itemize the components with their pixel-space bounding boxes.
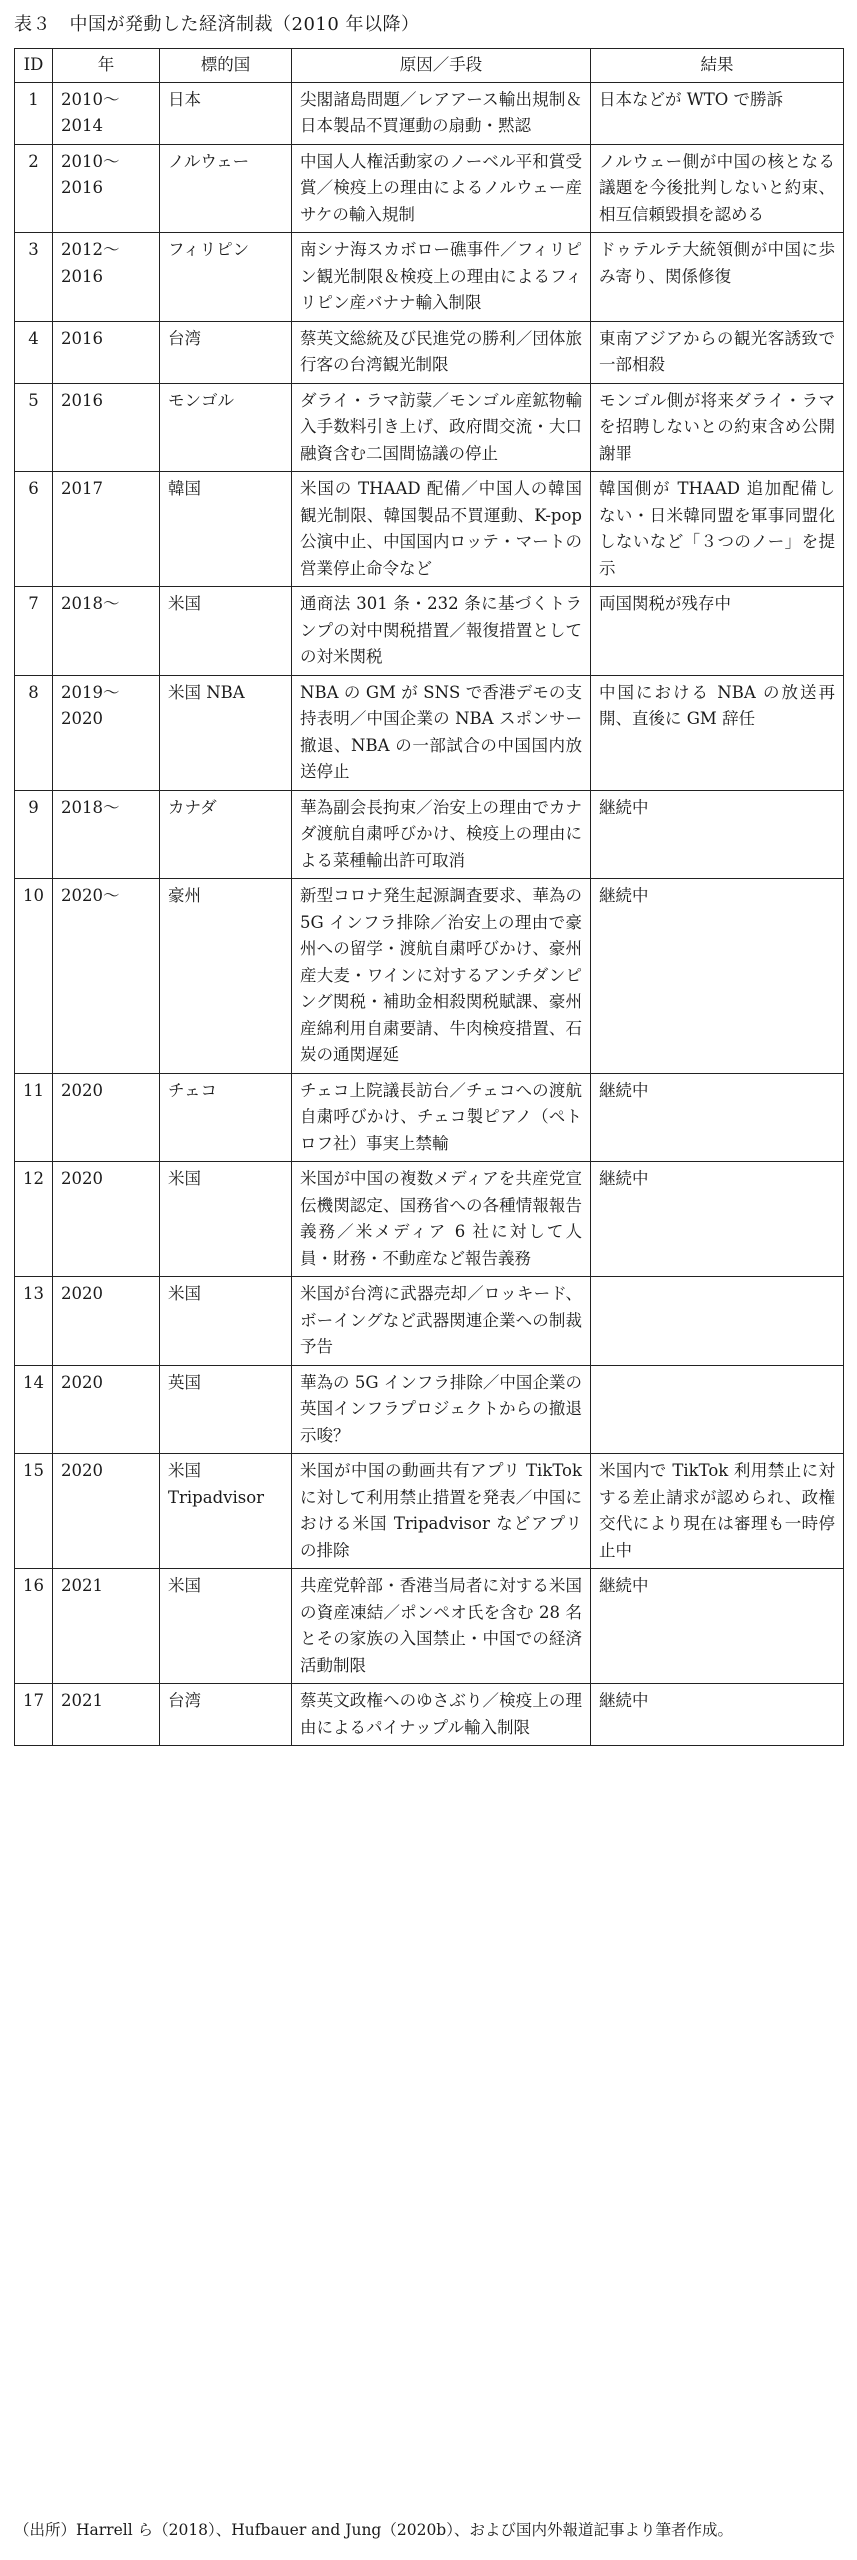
header-result: 結果 xyxy=(591,49,844,83)
row-id: 15 xyxy=(15,1454,53,1569)
row-year: 2010〜2014 xyxy=(53,82,160,144)
row-id: 9 xyxy=(15,790,53,879)
row-result: 中国における NBA の放送再開、直後に GM 辞任 xyxy=(591,675,844,790)
row-year: 2021 xyxy=(53,1569,160,1684)
row-id: 1 xyxy=(15,82,53,144)
row-result xyxy=(591,1365,844,1454)
row-result: ノルウェー側が中国の核となる議題を今後批判しないと約束、相互信頼毀損を認める xyxy=(591,144,844,233)
row-target: 韓国 xyxy=(160,472,292,587)
table-row xyxy=(15,1569,844,1684)
row-target: 米国 xyxy=(160,1569,292,1684)
row-cause: 南シナ海スカボロー礁事件／フィリピン観光制限＆検疫上の理由によるフィリピン産バナナ輸入制限 xyxy=(292,233,591,322)
row-result: 両国関税が残存中 xyxy=(591,587,844,676)
row-target: 英国 xyxy=(160,1365,292,1454)
row-id: 12 xyxy=(15,1162,53,1277)
table-row xyxy=(15,144,844,233)
row-id: 7 xyxy=(15,587,53,676)
row-result: ドゥテルテ大統領側が中国に歩み寄り、関係修復 xyxy=(591,233,844,322)
row-result: 韓国側が THAAD 追加配備しない・日米韓同盟を軍事同盟化しないなど「３つのノー」を提示 xyxy=(591,472,844,587)
row-target: 米国 Tripadvisor xyxy=(160,1454,292,1569)
row-id: 16 xyxy=(15,1569,53,1684)
table-row xyxy=(15,1277,844,1366)
row-cause: 米国が中国の動画共有アプリ TikTok に対して利用禁止措置を発表／中国における米国 Tripadvisor などアプリの排除 xyxy=(292,1454,591,1569)
row-result: 継続中 xyxy=(591,1684,844,1746)
table-row xyxy=(15,675,844,790)
row-year: 2020 xyxy=(53,1365,160,1454)
row-id: 5 xyxy=(15,383,53,472)
row-target: フィリピン xyxy=(160,233,292,322)
row-result: モンゴル側が将来ダライ・ラマを招聘しないとの約束含め公開謝罪 xyxy=(591,383,844,472)
row-target: ノルウェー xyxy=(160,144,292,233)
table-caption: 表３ 中国が発動した経済制裁（2010 年以降） xyxy=(14,14,420,35)
row-target: 台湾 xyxy=(160,1684,292,1746)
table-row xyxy=(15,790,844,879)
source-note: （出所）Harrell ら（2018）、Hufbauer and Jung（2020b）、および国内外報道記事より筆者作成。 xyxy=(14,2521,733,2539)
row-id: 13 xyxy=(15,1277,53,1366)
row-year: 2020 xyxy=(53,1277,160,1366)
table-row xyxy=(15,1454,844,1569)
row-year: 2020〜 xyxy=(53,879,160,1074)
row-cause: 米国の THAAD 配備／中国人の韓国観光制限、韓国製品不買運動、K-pop 公演中止、中国国内ロッテ・マートの営業停止命令など xyxy=(292,472,591,587)
row-target: モンゴル xyxy=(160,383,292,472)
row-id: 2 xyxy=(15,144,53,233)
table-row xyxy=(15,383,844,472)
table-row xyxy=(15,1684,844,1746)
table-row xyxy=(15,233,844,322)
row-result: 東南アジアからの観光客誘致で一部相殺 xyxy=(591,321,844,383)
row-target: 米国 xyxy=(160,1162,292,1277)
table-row xyxy=(15,1365,844,1454)
row-cause: 新型コロナ発生起源調査要求、華為の 5G インフラ排除／治安上の理由で豪州への留学・渡航自粛呼びかけ、豪州産大麦・ワインに対するアンチダンピング関税・補助金相殺関税賦課、豪州産綿利用自粛要請、牛肉検疫措置、石炭の通関遅延 xyxy=(292,879,591,1074)
table-header-row xyxy=(15,49,844,83)
row-cause: 米国が台湾に武器売却／ロッキード、ボーイングなど武器関連企業への制裁予告 xyxy=(292,1277,591,1366)
row-id: 4 xyxy=(15,321,53,383)
row-result: 継続中 xyxy=(591,1162,844,1277)
row-result: 継続中 xyxy=(591,790,844,879)
row-id: 11 xyxy=(15,1073,53,1162)
row-cause: 尖閣諸島問題／レアアース輸出規制＆日本製品不買運動の扇動・黙認 xyxy=(292,82,591,144)
row-result: 米国内で TikTok 利用禁止に対する差止請求が認められ、政権交代により現在は審理も一時停止中 xyxy=(591,1454,844,1569)
row-result: 日本などが WTO で勝訴 xyxy=(591,82,844,144)
row-cause: 蔡英文総統及び民進党の勝利／団体旅行客の台湾観光制限 xyxy=(292,321,591,383)
header-year: 年 xyxy=(53,49,160,83)
table-row xyxy=(15,82,844,144)
table-row xyxy=(15,472,844,587)
row-year: 2012〜2016 xyxy=(53,233,160,322)
row-year: 2017 xyxy=(53,472,160,587)
row-id: 17 xyxy=(15,1684,53,1746)
row-target: 米国 xyxy=(160,587,292,676)
row-cause: 中国人人権活動家のノーベル平和賞受賞／検疫上の理由によるノルウェー産サケの輸入規制 xyxy=(292,144,591,233)
sanctions-table xyxy=(14,48,844,1746)
row-cause: 華為副会長拘束／治安上の理由でカナダ渡航自粛呼びかけ、検疫上の理由による菜種輸出許可取消 xyxy=(292,790,591,879)
table-row xyxy=(15,879,844,1074)
row-id: 10 xyxy=(15,879,53,1074)
row-year: 2020 xyxy=(53,1454,160,1569)
row-cause: ダライ・ラマ訪蒙／モンゴル産鉱物輸入手数料引き上げ、政府間交流・大口融資含む二国間協議の停止 xyxy=(292,383,591,472)
table-row xyxy=(15,587,844,676)
row-target: 豪州 xyxy=(160,879,292,1074)
row-year: 2020 xyxy=(53,1162,160,1277)
table-row xyxy=(15,1073,844,1162)
row-year: 2016 xyxy=(53,321,160,383)
row-result xyxy=(591,1277,844,1366)
row-cause: 蔡英文政権へのゆさぶり／検疫上の理由によるパイナップル輸入制限 xyxy=(292,1684,591,1746)
row-cause: 共産党幹部・香港当局者に対する米国の資産凍結／ポンペオ氏を含む 28 名とその家族の入国禁止・中国での経済活動制限 xyxy=(292,1569,591,1684)
row-target: 日本 xyxy=(160,82,292,144)
row-id: 6 xyxy=(15,472,53,587)
header-target: 標的国 xyxy=(160,49,292,83)
row-cause: 華為の 5G インフラ排除／中国企業の英国インフラプロジェクトからの撤退示唆？ xyxy=(292,1365,591,1454)
row-year: 2019〜2020 xyxy=(53,675,160,790)
header-id: ID xyxy=(15,49,53,83)
row-cause: NBA の GM が SNS で香港デモの支持表明／中国企業の NBA スポンサー撤退、NBA の一部試合の中国国内放送停止 xyxy=(292,675,591,790)
row-year: 2021 xyxy=(53,1684,160,1746)
row-cause: 通商法 301 条・232 条に基づくトランプの対中関税措置／報復措置としての対米関税 xyxy=(292,587,591,676)
row-id: 14 xyxy=(15,1365,53,1454)
row-target: 台湾 xyxy=(160,321,292,383)
table-row xyxy=(15,321,844,383)
row-year: 2018〜 xyxy=(53,790,160,879)
row-target: チェコ xyxy=(160,1073,292,1162)
row-target: 米国 NBA xyxy=(160,675,292,790)
row-id: 3 xyxy=(15,233,53,322)
row-year: 2016 xyxy=(53,383,160,472)
row-target: 米国 xyxy=(160,1277,292,1366)
table-row xyxy=(15,1162,844,1277)
row-cause: 米国が中国の複数メディアを共産党宣伝機関認定、国務省への各種情報報告義務／米メディア 6 社に対して人員・財務・不動産など報告義務 xyxy=(292,1162,591,1277)
row-id: 8 xyxy=(15,675,53,790)
row-target: カナダ xyxy=(160,790,292,879)
row-cause: チェコ上院議長訪台／チェコへの渡航自粛呼びかけ、チェコ製ピアノ（ペトロフ社）事実上禁輸 xyxy=(292,1073,591,1162)
row-year: 2020 xyxy=(53,1073,160,1162)
row-year: 2018〜 xyxy=(53,587,160,676)
header-cause: 原因／手段 xyxy=(292,49,591,83)
row-year: 2010〜2016 xyxy=(53,144,160,233)
row-result: 継続中 xyxy=(591,879,844,1074)
row-result: 継続中 xyxy=(591,1569,844,1684)
row-result: 継続中 xyxy=(591,1073,844,1162)
